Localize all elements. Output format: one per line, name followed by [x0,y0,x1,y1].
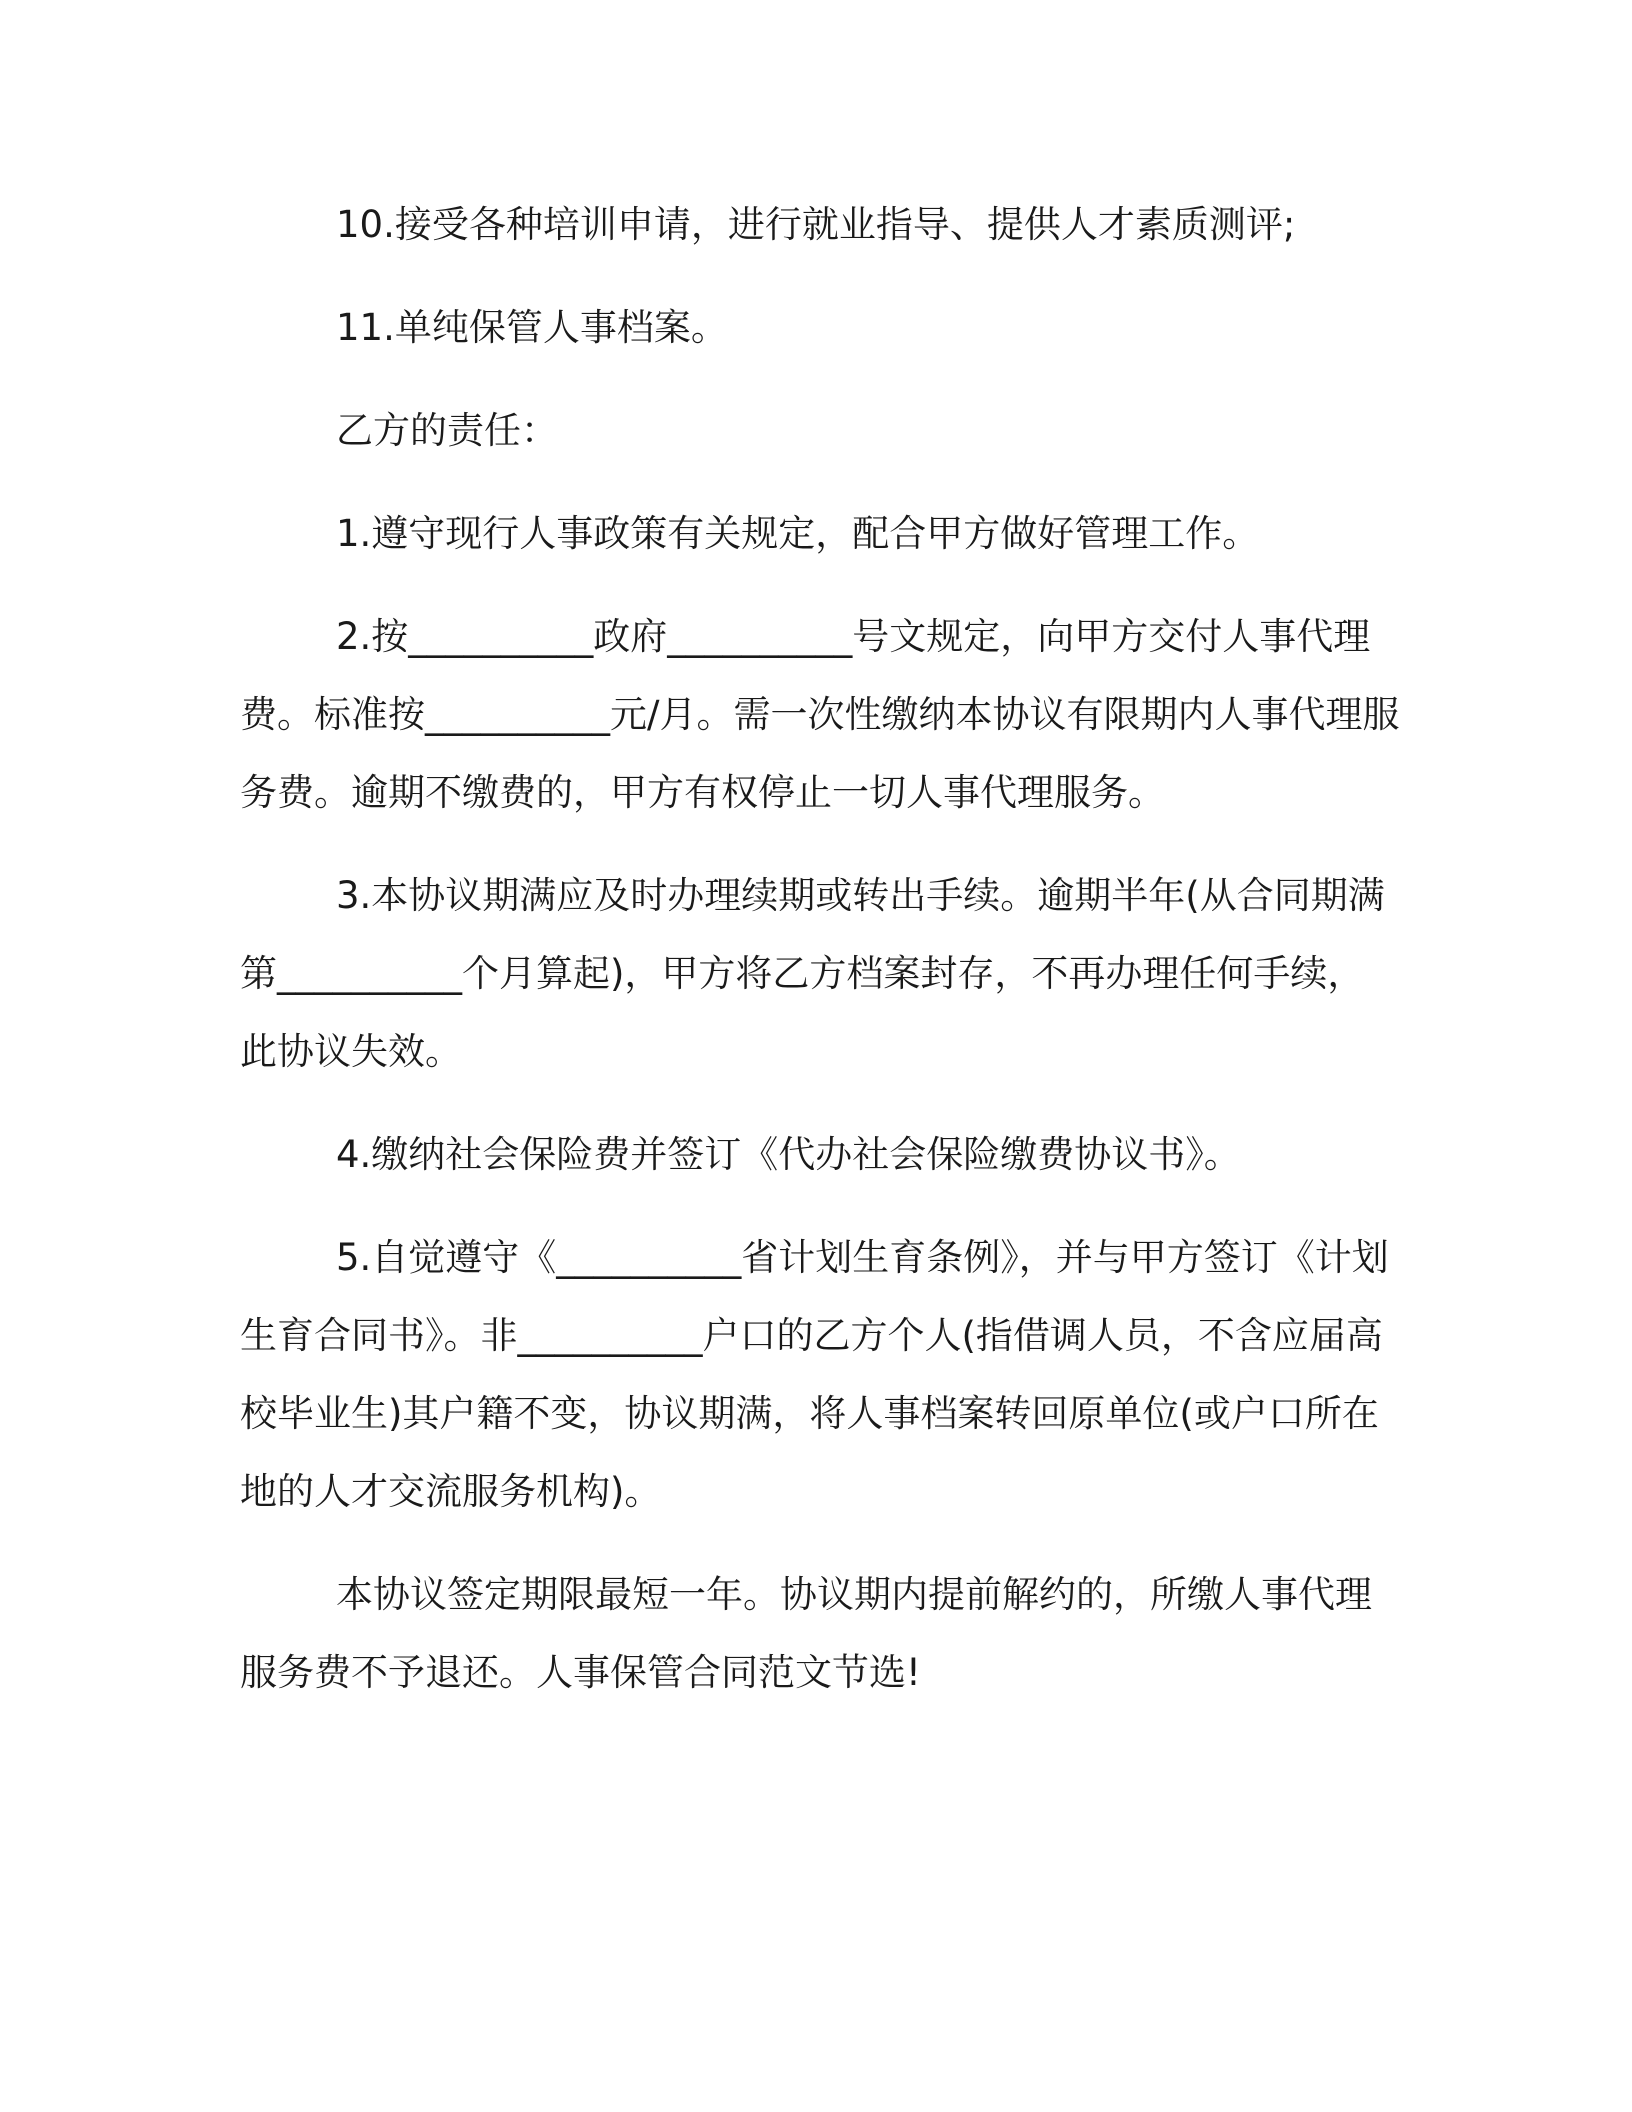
paragraph-duty-5: 5.自觉遵守《__________省计划生育条例》，并与甲方签订《计划生育合同书》。非__________户口的乙方个人(指借调人员，不含应届高校毕业生)其户籍不变，协议期满，将人事档案转回原单位(或户口所在地的人才交流服务机构)。 [240,1236,1389,1513]
paragraph-duty-2: 2.按__________政府__________号文规定，向甲方交付人事代理费。标准按__________元/月。需一次性缴纳本协议有限期内人事代理服务费。逾期不缴费的，甲方有权停止一切人事代理服务。 [240,615,1400,814]
paragraph-term-clause: 本协议签定期限最短一年。协议期内提前解约的，所缴人事代理服务费不予退还。人事保管合同范文节选! [240,1573,1372,1694]
document-body [240,186,1400,1737]
paragraph-item-10: 10.接受各种培训申请，进行就业指导、提供人才素质测评; [336,203,1296,246]
paragraph-duty-3: 3.本协议期满应及时办理续期或转出手续。逾期半年(从合同期满第__________个月算起)，甲方将乙方档案封存，不再办理任何手续，此协议失效。 [240,874,1385,1073]
paragraph-item-11: 11.单纯保管人事档案。 [336,306,728,349]
paragraph-duty-1: 1.遵守现行人事政策有关规定，配合甲方做好管理工作。 [336,512,1260,555]
section-heading-party-b-duties: 乙方的责任： [336,409,558,452]
paragraph-duty-4: 4.缴纳社会保险费并签订《代办社会保险缴费协议书》。 [336,1133,1241,1176]
